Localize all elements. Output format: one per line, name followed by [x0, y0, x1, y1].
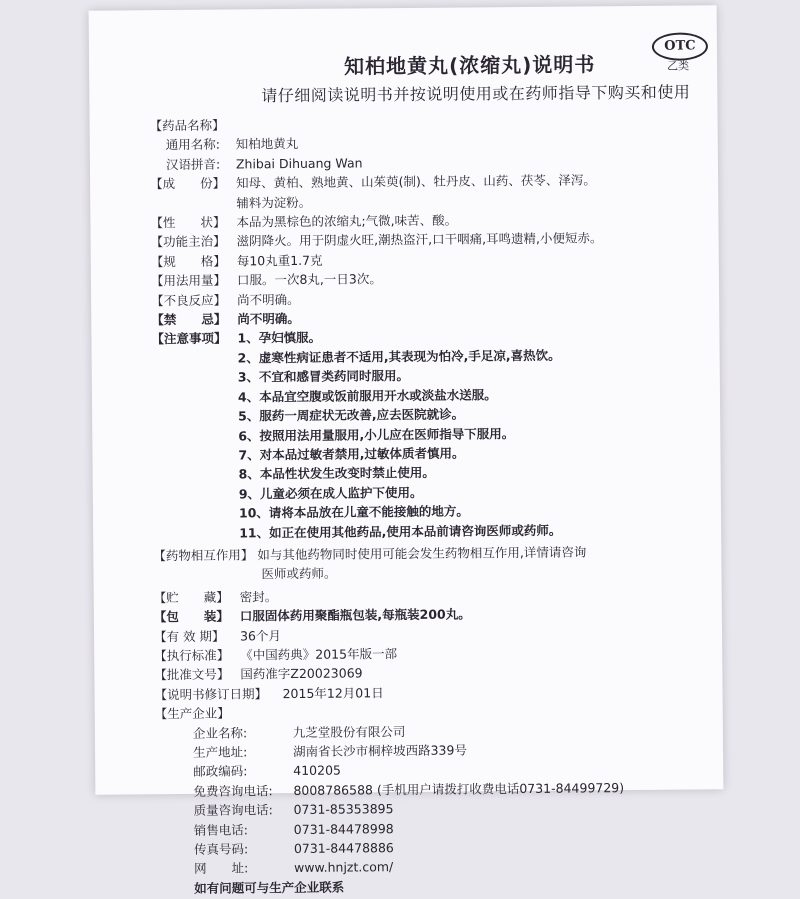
field-label: 免费咨询电话: — [193, 782, 273, 799]
precaution-item: 4、本品宜空腹或饭前服用开水或淡盐水送服。 — [237, 386, 497, 405]
precaution-item: 9、儿童必须在成人监护下使用。 — [238, 484, 423, 502]
interaction-value-2: 医师或药师。 — [261, 565, 337, 582]
precaution-item: 8、本品性状发生改变时禁止使用。 — [238, 465, 435, 482]
document-title: 知柏地黄丸(浓缩丸)说明书 — [343, 52, 596, 79]
validity-value: 36个月 — [239, 627, 282, 644]
interaction-row-2 — [153, 561, 713, 585]
contra-label: 【禁 忌】 — [151, 311, 227, 328]
character-label: 【性 状】 — [150, 214, 226, 231]
pinyin-value: Zhibai Dihuang Wan — [235, 155, 363, 172]
field-value: 0731-84478886 — [293, 840, 394, 857]
composition-value: 知母、黄柏、熟地黄、山茱萸(制)、牡丹皮、山药、茯苓、泽泻。 — [236, 172, 596, 191]
precaution-item: 10、请将本品放在儿童不能接触的地方。 — [238, 503, 469, 521]
field-label: 销售电话: — [193, 822, 249, 838]
field-label: 生产地址: — [193, 744, 248, 760]
field-label: 邮政编码: — [193, 763, 248, 780]
precaution-item: 5、服药一周症状无改善,应去医院就诊。 — [238, 406, 465, 424]
manufacturer-label: 【生产企业】 — [154, 705, 230, 722]
precautions-label: 【注意事项】 — [151, 331, 227, 347]
document-subtitle: 请仔细阅读说明书并按说明使用或在药师指导下购买和使用 — [261, 82, 691, 106]
precaution-item: 1、孕妇慎服。 — [237, 330, 322, 346]
precaution-item: 11、如正在使用其他药品,使用本品前请咨询医师或药师。 — [239, 522, 562, 540]
leaflet-body — [150, 111, 717, 898]
composition-value-2: 辅料为淀粉。 — [236, 194, 312, 211]
adverse-value: 尚不明确。 — [237, 291, 300, 308]
indications-value: 滋阴降火。用于阴虚火旺,潮热盗汗,口干咽痛,耳鸣遗精,小便短赤。 — [236, 230, 603, 249]
validity-label: 【有 效 期】 — [153, 628, 225, 644]
package-label: 【包 装】 — [153, 608, 229, 625]
precaution-item: 2、虚寒性病证患者不适用,其表现为怕冷,手足凉,喜热饮。 — [237, 347, 561, 366]
character-value: 本品为黑棕色的浓缩丸;气微,味苦、酸。 — [236, 212, 458, 230]
otc-class-label: 乙类 — [667, 59, 690, 73]
storage-label: 【贮 藏】 — [153, 589, 229, 605]
spec-value: 每10丸重1.7克 — [236, 252, 323, 269]
indications-label: 【功能主治】 — [150, 234, 226, 250]
field-value: 0731-85353895 — [293, 801, 394, 818]
interaction-value: 如与其他药物同时使用可能会发生药物相互作用,详情请咨询 — [257, 544, 587, 563]
field-label: 网 址: — [194, 860, 249, 877]
interaction-label: 【药物相互作用】 — [153, 547, 254, 564]
composition-label: 【成 份】 — [150, 175, 226, 192]
common-name-label: 通用名称: — [165, 137, 221, 153]
field-value: 8008786588 (手机用户请拨打收费电话0731-84499729) — [293, 779, 625, 798]
contra-value: 尚不明确。 — [237, 310, 300, 327]
approval-label: 【批准文号】 — [154, 666, 230, 683]
otc-badge: OTC — [652, 32, 708, 60]
package-value: 口服固体药用聚酯瓶包装,每瓶装200丸。 — [239, 606, 471, 624]
field-value: 湖南省长沙市桐梓坡西路339号 — [292, 742, 467, 759]
field-value: www.hnjzt.com/ — [294, 859, 394, 876]
field-label: 企业名称: — [192, 724, 248, 741]
contact-footer: 如有问题可与生产企业联系 — [194, 879, 345, 896]
revision-value: 2015年12月01日 — [282, 684, 384, 701]
revision-label: 【说明书修订日期】 — [154, 686, 268, 702]
field-value: 九芝堂股份有限公司 — [292, 723, 406, 740]
field-value: 0731-84478998 — [293, 820, 394, 837]
field-label: 传真号码: — [193, 841, 249, 857]
standard-value: 《中国药典》2015年版一部 — [240, 646, 398, 663]
storage-value: 密封。 — [239, 588, 278, 605]
approval-value: 国药准字Z20023069 — [240, 665, 363, 682]
dosage-label: 【用法用量】 — [150, 272, 227, 289]
field-label: 质量咨询电话: — [193, 802, 273, 819]
standard-label: 【执行标准】 — [154, 647, 230, 664]
field-value: 410205 — [293, 762, 342, 779]
pinyin-label: 汉语拼音: — [165, 156, 221, 172]
section-label: 【药品名称】 — [149, 117, 225, 134]
precaution-item: 3、不宜和感冒类药同时服用。 — [237, 368, 410, 385]
leaflet-sheet — [89, 5, 724, 896]
precaution-item: 6、按照用法用量服用,小儿应在医师指导下服用。 — [238, 425, 515, 443]
adverse-label: 【不良反应】 — [151, 292, 227, 308]
common-name-value: 知柏地黄丸 — [235, 136, 299, 152]
spec-label: 【规 格】 — [150, 253, 226, 270]
precaution-item: 7、对本品过敏者禁用,过敏体质者慎用。 — [238, 445, 465, 463]
dosage-value: 口服。一次8丸,一日3次。 — [236, 271, 382, 288]
